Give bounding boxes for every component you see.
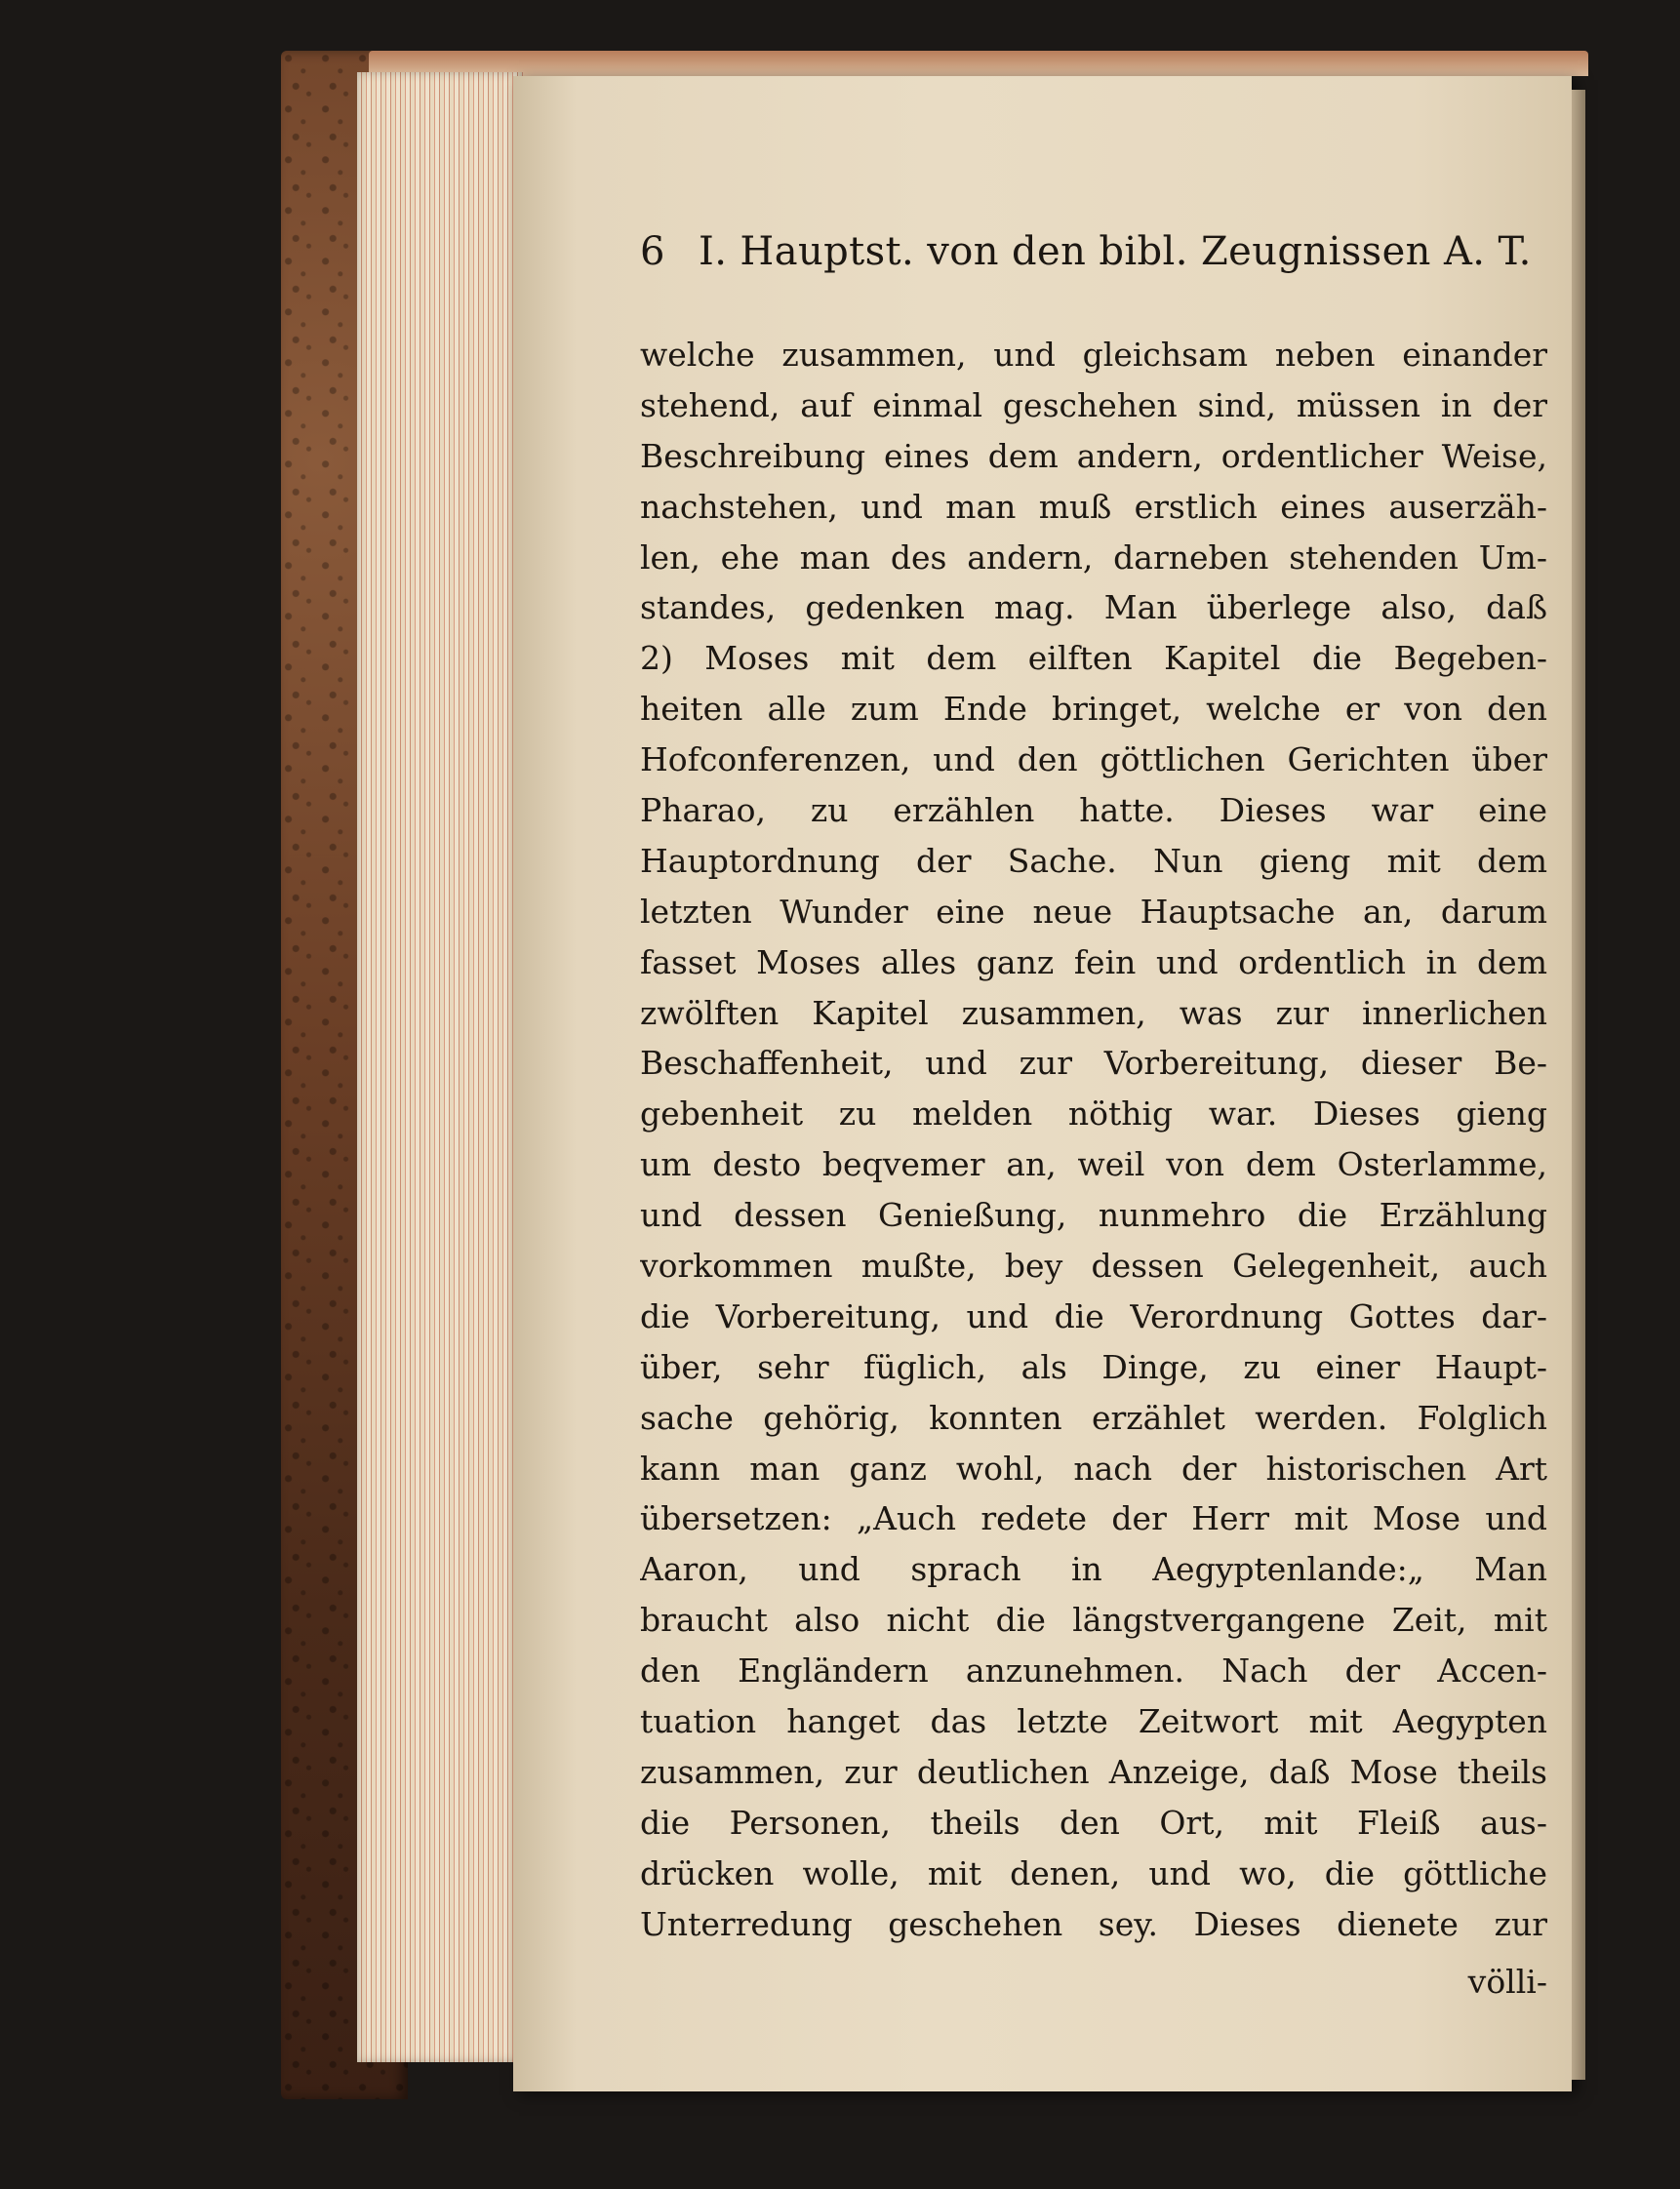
text-line: 2) Moses mit dem eilften Kapitel die Begeben- [640,639,1547,678]
text-line: Hauptordnung der Sache. Nun gieng mit dem [640,841,1547,880]
text-line: fasset Moses alles ganz fein und ordentlich in dem [640,942,1547,981]
text-line: zusammen, zur deutlichen Anzeige, daß Mose theils [640,1752,1547,1791]
text-line: Aaron, und sprach in Aegyptenlande:„ Man [640,1550,1547,1589]
text-line: welche zusammen, und gleichsam neben einander [640,336,1547,374]
page-number: 6 [640,229,665,274]
text-line: braucht also nicht die längstvergangene Zeit, mit [640,1601,1547,1640]
text-line: Beschaffenheit, und zur Vorbereitung, dieser Be- [640,1044,1547,1083]
text-line: Hofconferenzen, und den göttlichen Gerichten über [640,740,1547,779]
text-line: gebenheit zu melden nöthig war. Dieses gieng [640,1094,1547,1134]
text-line: die Vorbereitung, und die Verordnung Gottes dar- [640,1296,1547,1335]
text-line: übersetzen: „Auch redete der Herr mit Mose und [640,1499,1547,1538]
text-line: kann man ganz wohl, nach der historischen Art [640,1449,1547,1488]
text-line: len, ehe man des andern, darneben stehenden Um- [640,537,1547,577]
text-line: über, sehr füglich, als Dinge, zu einer Haupt- [640,1347,1547,1386]
catchword: völli- [1467,1963,1547,2001]
text-line: tuation hanget das letzte Zeitwort mit Aegypten [640,1702,1547,1741]
text-line: Unterredung geschehen sey. Dieses dienete zur [640,1904,1547,1943]
text-line: standes, gedenken mag. Man überlege also, daß [640,588,1547,627]
book-page [513,76,1572,2091]
text-line: nachstehen, und man muß erstlich eines auserzäh- [640,487,1547,526]
text-line: die Personen, theils den Ort, mit Fleiß aus- [640,1803,1547,1842]
text-line: stehend, auf einmal geschehen sind, müssen in der [640,385,1547,424]
text-line: letzten Wunder eine neue Hauptsache an, darum [640,892,1547,931]
page-fore-edge [1572,90,1585,2080]
text-line: zwölften Kapitel zusammen, was zur innerlichen [640,993,1547,1032]
text-line: drücken wolle, mit denen, und wo, die göttliche [640,1853,1547,1892]
text-line: den Engländern anzunehmen. Nach der Accen- [640,1652,1547,1691]
text-line: sache gehörig, konnten erzählet werden. Folglich [640,1398,1547,1437]
running-head: I. Hauptst. von den bibl. Zeugnissen A. T. [699,229,1532,274]
page-edges [357,72,523,2062]
text-line: um desto beqvemer an, weil von dem Osterlamme, [640,1145,1547,1184]
text-line: und dessen Genießung, nunmehro die Erzählung [640,1196,1547,1235]
open-book [281,51,1583,2099]
page-header [640,222,1547,281]
cover-top-edge [369,51,1588,76]
body-text [640,330,1547,1950]
text-line: Beschreibung eines dem andern, ordentlicher Weise, [640,436,1547,475]
text-line: Pharao, zu erzählen hatte. Dieses war eine [640,791,1547,830]
text-line: heiten alle zum Ende bringet, welche er von den [640,690,1547,729]
text-line: vorkommen mußte, bey dessen Gelegenheit, auch [640,1247,1547,1286]
